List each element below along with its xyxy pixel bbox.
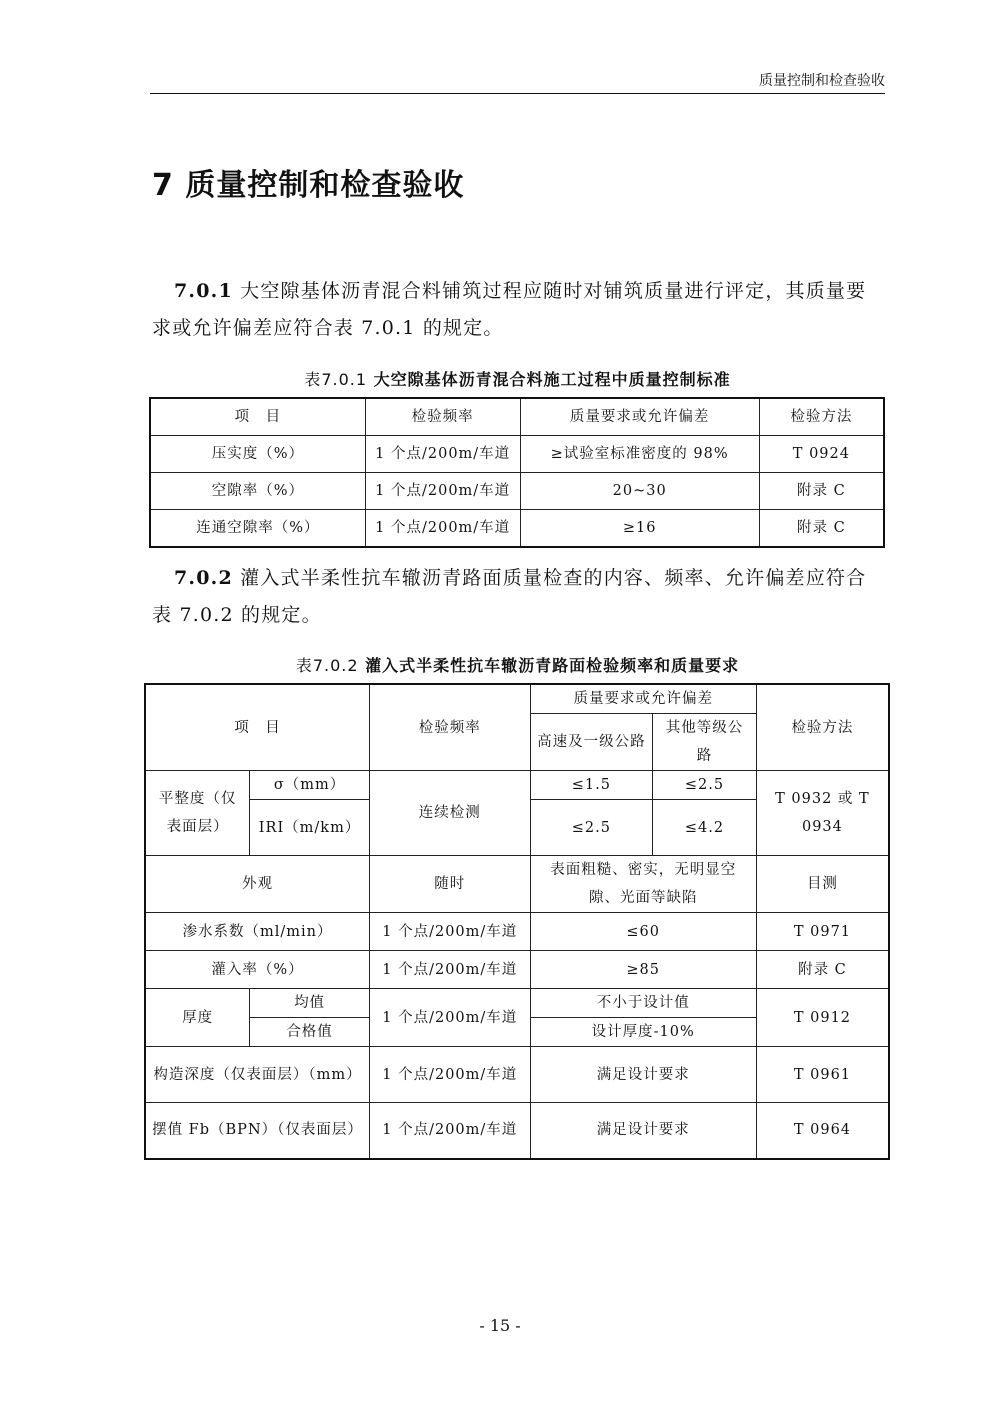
page-number: - 15 - (479, 1316, 521, 1335)
clause-number: 7.0.1 (174, 280, 233, 302)
cell-frequency: 1 个点/200m/车道 (369, 1103, 530, 1159)
cell-item: 灌入率（%） (145, 951, 369, 989)
cell-iri-other: ≤4.2 (653, 800, 757, 856)
cell-method: 附录 C (756, 951, 889, 989)
cell-requirement: 满足设计要求 (530, 1103, 756, 1159)
header-method: 检验方法 (756, 684, 889, 771)
clause-7-0-2 (152, 560, 882, 634)
cell-iri-label: IRI（m/km） (250, 800, 370, 856)
cell-method: T 0932 或 T 0934 (756, 771, 889, 856)
table-row (145, 771, 889, 800)
caption-title: 大空隙基体沥青混合料施工过程中质量控制标准 (367, 370, 731, 389)
clause-text: 灌入式半柔性抗车辙沥青路面质量检查的内容、频率、允许偏差应符合表 7.0.2 的规定。 (152, 567, 867, 626)
table-row (145, 951, 889, 989)
cell-method: T 0961 (756, 1047, 889, 1103)
cell-requirement: ≥85 (530, 951, 756, 989)
cell-pass-requirement: 设计厚度-10% (530, 1018, 756, 1047)
running-header: 质量控制和检查验收 (759, 73, 885, 89)
table-row (145, 913, 889, 951)
cell-requirement: 表面粗糙、密实，无明显空隙、光面等缺陷 (530, 856, 756, 913)
cell-mean-requirement: 不小于设计值 (530, 989, 756, 1018)
table-row (150, 510, 884, 548)
cell-frequency: 1 个点/200m/车道 (369, 1047, 530, 1103)
clause-number: 7.0.2 (174, 567, 233, 589)
cell-frequency: 1 个点/200m/车道 (369, 989, 530, 1047)
cell-frequency: 1 个点/200m/车道 (365, 510, 520, 548)
cell-pass-label: 合格值 (250, 1018, 370, 1047)
header-highway: 高速及一级公路 (530, 714, 653, 771)
table1-caption (150, 367, 885, 390)
clause-7-0-1 (152, 273, 882, 347)
cell-item: 连通空隙率（%） (150, 510, 365, 548)
table-header-row (145, 684, 889, 714)
table-row (150, 436, 884, 473)
header-rule (150, 93, 885, 94)
caption-number: 表7.0.1 (304, 370, 368, 389)
table-row (145, 1047, 889, 1103)
quality-control-table (149, 397, 885, 548)
cell-requirement: 满足设计要求 (530, 1047, 756, 1103)
cell-frequency: 1 个点/200m/车道 (369, 951, 530, 989)
header-item: 项 目 (145, 684, 369, 771)
clause-text: 大空隙基体沥青混合料铺筑过程应随时对铺筑质量进行评定，其质量要求或允许偏差应符合表 7.0.1 的规定。 (152, 280, 867, 339)
cell-item: 摆值 Fb（BPN）（仅表面层） (145, 1103, 369, 1159)
cell-method: T 0971 (756, 913, 889, 951)
table-header-row (150, 398, 884, 436)
cell-item: 外观 (145, 856, 369, 913)
cell-item: 构造深度（仅表面层）（mm） (145, 1047, 369, 1103)
table2-caption (150, 653, 885, 676)
table-row (145, 1103, 889, 1159)
cell-item: 空隙率（%） (150, 473, 365, 510)
header-requirement: 质量要求或允许偏差 (520, 398, 759, 436)
cell-frequency: 1 个点/200m/车道 (365, 473, 520, 510)
cell-method: T 0912 (756, 989, 889, 1047)
cell-frequency: 1 个点/200m/车道 (365, 436, 520, 473)
cell-requirement: ≥16 (520, 510, 759, 548)
cell-method: T 0924 (759, 436, 884, 473)
cell-iri-highway: ≤2.5 (530, 800, 653, 856)
inspection-table (144, 683, 890, 1160)
cell-sigma-label: σ（mm） (250, 771, 370, 800)
header-method: 检验方法 (759, 398, 884, 436)
chapter-title: 7 质量控制和检查验收 (152, 168, 465, 203)
header-requirement: 质量要求或允许偏差 (530, 684, 756, 714)
cell-frequency: 连续检测 (369, 771, 530, 856)
cell-frequency: 1 个点/200m/车道 (369, 913, 530, 951)
header-item: 项 目 (150, 398, 365, 436)
table-row (145, 856, 889, 913)
cell-frequency: 随时 (369, 856, 530, 913)
cell-item: 压实度（%） (150, 436, 365, 473)
cell-item: 渗水系数（ml/min） (145, 913, 369, 951)
header-frequency: 检验频率 (365, 398, 520, 436)
cell-sigma-other: ≤2.5 (653, 771, 757, 800)
cell-requirement: ≤60 (530, 913, 756, 951)
cell-method: T 0964 (756, 1103, 889, 1159)
caption-number: 表7.0.2 (295, 656, 359, 675)
caption-title: 灌入式半柔性抗车辙沥青路面检验频率和质量要求 (358, 656, 740, 675)
cell-thickness-label: 厚度 (145, 989, 250, 1047)
cell-method: 附录 C (759, 473, 884, 510)
cell-requirement: ≥试验室标准密度的 98% (520, 436, 759, 473)
table-row (150, 473, 884, 510)
cell-method: 附录 C (759, 510, 884, 548)
cell-sigma-highway: ≤1.5 (530, 771, 653, 800)
header-frequency: 检验频率 (369, 684, 530, 771)
cell-method: 目测 (756, 856, 889, 913)
header-other-roads: 其他等级公路 (653, 714, 757, 771)
cell-flatness-label: 平整度（仅表面层） (145, 771, 250, 856)
cell-mean-label: 均值 (250, 989, 370, 1018)
table-row (145, 989, 889, 1018)
cell-requirement: 20~30 (520, 473, 759, 510)
